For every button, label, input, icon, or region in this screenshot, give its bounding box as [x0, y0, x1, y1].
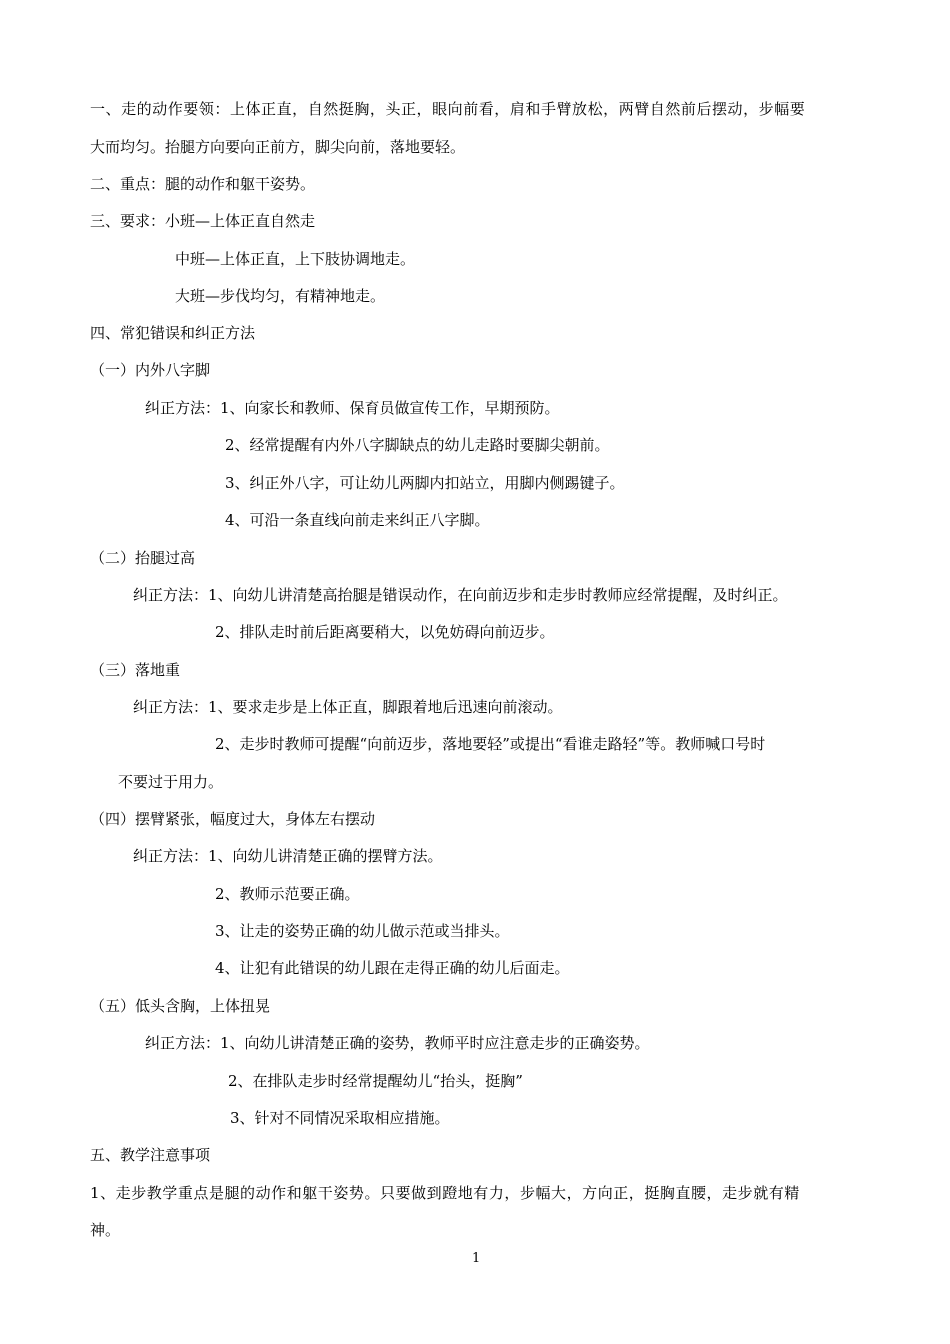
section-1-line-1: 一、走的动作要领：上体正直，自然挺胸，头正，眼向前看，肩和手臂放松，两臂自然前后摆动，步幅要	[90, 100, 806, 118]
error-3-method-2-cont: 不要过于用力。	[118, 773, 224, 791]
error-5-method-1: 纠正方法：1、向幼儿讲清楚正确的姿势，教师平时应注意走步的正确姿势。	[145, 1034, 650, 1052]
error-4-method-1: 纠正方法：1、向幼儿讲清楚正确的摆臂方法。	[133, 847, 443, 865]
error-3-method-2: 2、走步时教师可提醒“向前迈步，落地要轻”或提出“看谁走路轻”等。教师喊口号时	[215, 735, 766, 753]
error-4-method-4: 4、让犯有此错误的幼儿跟在走得正确的幼儿后面走。	[215, 959, 570, 977]
error-2-method-1: 纠正方法：1、向幼儿讲清楚高抬腿是错误动作，在向前迈步和走步时教师应经常提醒，及时纠正。	[133, 586, 788, 604]
section-5-heading: 五、教学注意事项	[90, 1146, 211, 1164]
error-1-method-2: 2、经常提醒有内外八字脚缺点的幼儿走路时要脚尖朝前。	[225, 436, 610, 454]
section-4-heading: 四、常犯错误和纠正方法	[90, 324, 256, 342]
error-4-method-3: 3、让走的姿势正确的幼儿做示范或当排头。	[215, 922, 510, 940]
section-3-line-2: 中班—上体正直，上下肢协调地走。	[175, 250, 416, 268]
section-3-line-1: 三、要求：小班—上体正直自然走	[90, 212, 316, 230]
error-1-method-4: 4、可沿一条直线向前走来纠正八字脚。	[225, 511, 490, 529]
error-1-method-3: 3、纠正外八字，可让幼儿两脚内扣站立，用脚内侧踢键子。	[225, 474, 625, 492]
error-5-title: （五）低头含胸，上体扭晃	[90, 997, 271, 1015]
section-5-paragraph-1-line-1: 1、走步教学重点是腿的动作和躯干姿势。只要做到蹬地有力，步幅大，方向正，挺胸直腰，走步就有精	[90, 1184, 800, 1202]
section-1-line-2: 大而均匀。抬腿方向要向正前方，脚尖向前，落地要轻。	[90, 138, 466, 156]
section-3-line-3: 大班—步伐均匀，有精神地走。	[175, 287, 386, 305]
error-3-method-1: 纠正方法：1、要求走步是上体正直，脚跟着地后迅速向前滚动。	[133, 698, 563, 716]
error-1-title: （一）内外八字脚	[90, 361, 211, 379]
page-number: 1	[472, 1251, 481, 1266]
error-4-title: （四）摆臂紧张，幅度过大，身体左右摆动	[90, 810, 376, 828]
section-2-heading: 二、重点：腿的动作和躯干姿势。	[90, 175, 316, 193]
error-2-method-2: 2、排队走时前后距离要稍大，以免妨碍向前迈步。	[215, 623, 555, 641]
error-1-method-1: 纠正方法：1、向家长和教师、保育员做宣传工作，早期预防。	[145, 399, 560, 417]
error-5-method-3: 3、针对不同情况采取相应措施。	[230, 1109, 450, 1127]
error-4-method-2: 2、教师示范要正确。	[215, 885, 360, 903]
error-2-title: （二）抬腿过高	[90, 549, 196, 567]
section-5-paragraph-1-line-2: 神。	[90, 1221, 121, 1239]
error-5-method-2: 2、在排队走步时经常提醒幼儿“抬头，挺胸”	[228, 1072, 523, 1090]
error-3-title: （三）落地重	[90, 661, 181, 679]
